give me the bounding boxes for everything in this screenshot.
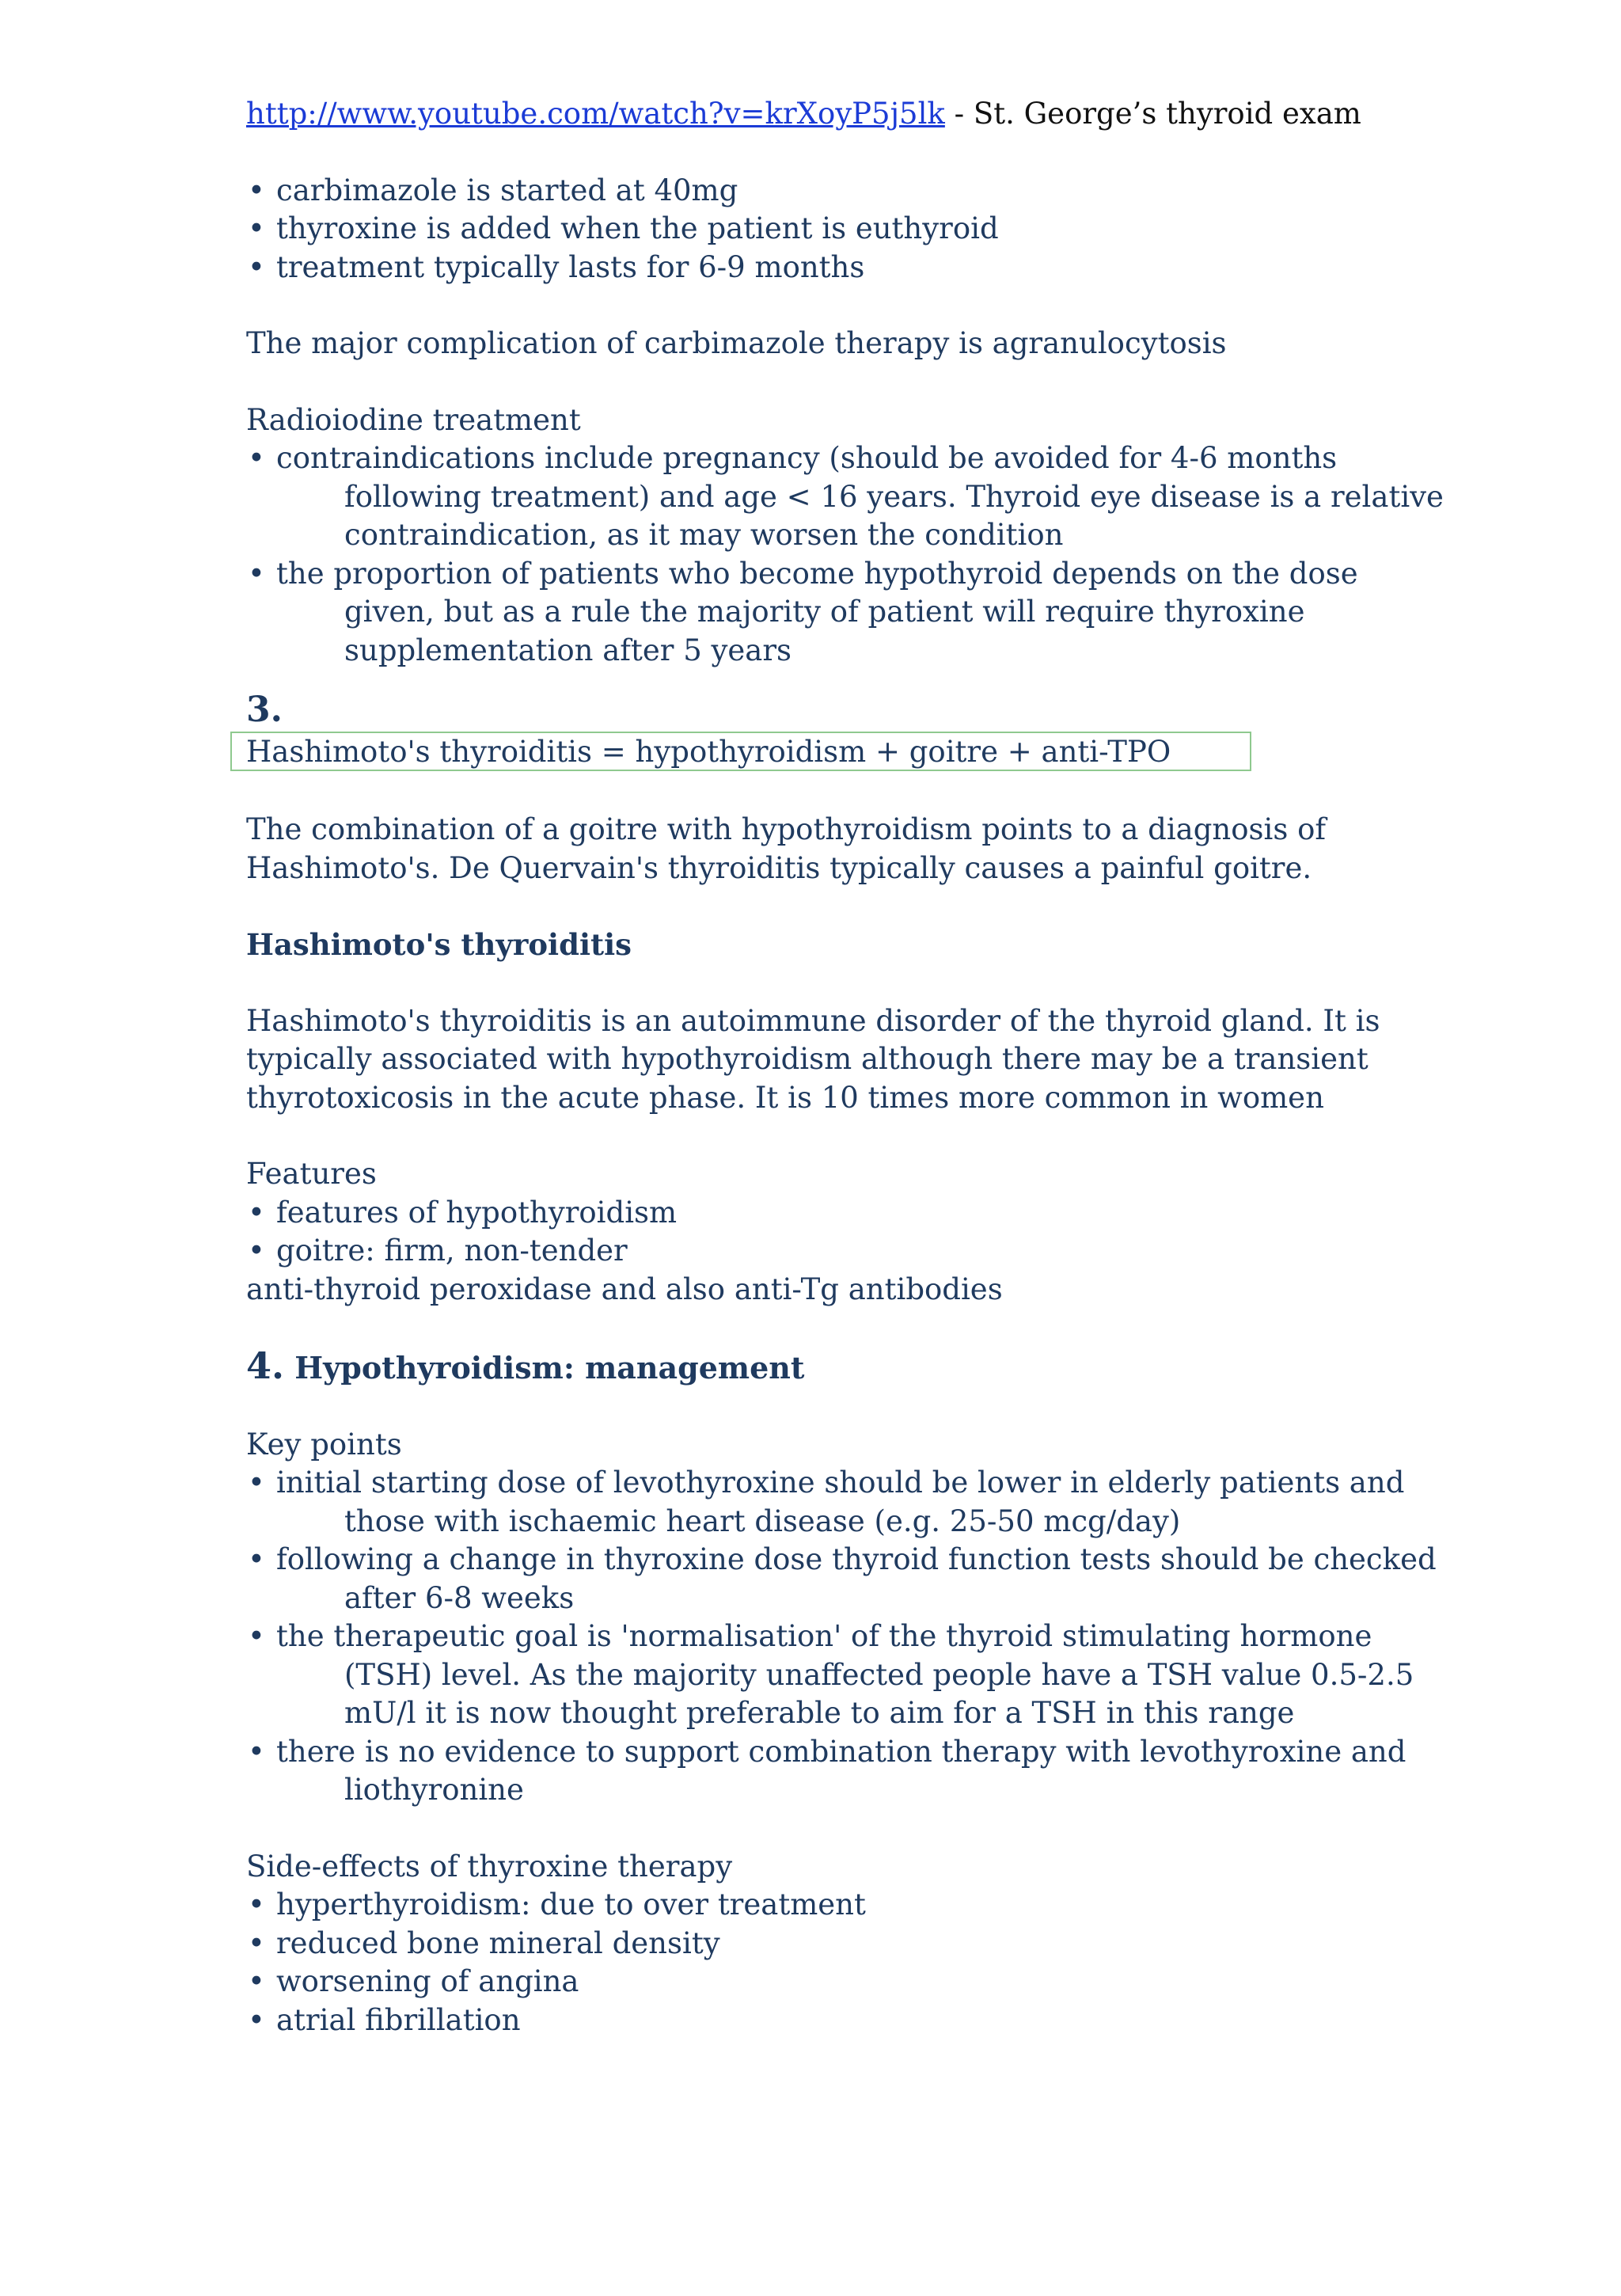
list-item-line: • following a change in thyroxine dose thyroid function tests should be checked bbox=[276, 1542, 1437, 1576]
list-item: • atrial fibrillation bbox=[246, 2001, 1370, 2040]
answer-box: Hashimoto's thyroiditis = hypothyroidism + goitre + anti-TPO bbox=[230, 732, 1251, 771]
list-item bbox=[246, 1733, 1407, 1810]
description-line: typically associated with hypothyroidism although there may be a transient bbox=[246, 1042, 1369, 1076]
list-item: • features of hypothyroidism bbox=[246, 1194, 1370, 1233]
list-item-line: those with ischaemic heart disease (e.g. 25-50 mcg/day) bbox=[344, 1503, 1181, 1538]
list-item: • treatment typically lasts for 6-9 months bbox=[246, 249, 1370, 287]
list-item: • worsening of angina bbox=[246, 1963, 1370, 2001]
list-item: • hyperthyroidism: due to over treatment bbox=[246, 1886, 1370, 1925]
list-item bbox=[246, 1541, 1437, 1617]
list-item-line: given, but as a rule the majority of patient will require thyroxine bbox=[344, 595, 1305, 629]
description-line: thyrotoxicosis in the acute phase. It is 10 times more common in women bbox=[246, 1080, 1324, 1115]
list-item-line: • the therapeutic goal is 'normalisation' of the thyroid stimulating hormone bbox=[276, 1619, 1372, 1653]
explanation-line: The combination of a goitre with hypothyroidism points to a diagnosis of bbox=[246, 812, 1327, 846]
carbimazole-list bbox=[246, 172, 1370, 287]
list-item bbox=[246, 555, 1370, 671]
section-4-heading bbox=[246, 1344, 1370, 1388]
document-page bbox=[246, 95, 1444, 2039]
list-item-line: • initial starting dose of levothyroxine should be lower in elderly patients and bbox=[276, 1465, 1405, 1500]
list-item bbox=[246, 1464, 1405, 1541]
question-number-4: 4. bbox=[246, 1344, 285, 1387]
side-effects-heading: Side-effects of thyroxine therapy bbox=[246, 1849, 733, 1884]
list-item: • thyroxine is added when the patient is euthyroid bbox=[246, 210, 1370, 249]
list-item bbox=[246, 1617, 1414, 1733]
list-item bbox=[246, 439, 1444, 555]
description-line: Hashimoto's thyroiditis is an autoimmune disorder of the thyroid gland. It is bbox=[246, 1003, 1380, 1038]
carbimazole-complication: The major complication of carbimazole therapy is agranulocytosis bbox=[246, 326, 1227, 360]
list-item-line: • there is no evidence to support combination therapy with levothyroxine and bbox=[276, 1734, 1407, 1769]
antibodies-line: anti-thyroid peroxidase and also anti-Tg antibodies bbox=[246, 1272, 1003, 1306]
list-item-line: (TSH) level. As the majority unaffected people have a TSH value 0.5-2.5 bbox=[344, 1657, 1414, 1692]
list-item: • goitre: firm, non-tender bbox=[246, 1232, 1370, 1271]
list-item-line: supplementation after 5 years bbox=[344, 633, 792, 667]
list-item-line: • contraindications include pregnancy (should be avoided for 4-6 months bbox=[276, 441, 1338, 475]
list-item-line: after 6-8 weeks bbox=[344, 1580, 575, 1615]
list-item: • reduced bone mineral density bbox=[246, 1925, 1370, 1963]
key-points-heading: Key points bbox=[246, 1427, 402, 1462]
youtube-link[interactable]: http://www.youtube.com/watch?v=krXoyP5j5lk bbox=[246, 97, 945, 131]
list-item: • carbimazole is started at 40mg bbox=[246, 172, 1370, 211]
radioiodine-list bbox=[246, 439, 1444, 670]
question-number-3: 3. bbox=[246, 690, 283, 730]
list-item-line: following treatment) and age < 16 years. Thyroid eye disease is a relative bbox=[344, 479, 1444, 514]
list-item-line: contraindication, as it may worsen the condition bbox=[344, 518, 1064, 552]
hashimoto-heading: Hashimoto's thyroiditis bbox=[246, 927, 632, 962]
video-reference-label: - St. George’s thyroid exam bbox=[944, 97, 1361, 131]
list-item-line: mU/l it is now thought preferable to aim for a TSH in this range bbox=[344, 1696, 1295, 1730]
features-list bbox=[246, 1194, 1370, 1271]
list-item-line: • the proportion of patients who become hypothyroid depends on the dose bbox=[276, 556, 1358, 591]
side-effects-list bbox=[246, 1886, 1370, 2039]
radioiodine-heading: Radioiodine treatment bbox=[246, 402, 581, 437]
explanation-line: Hashimoto's. De Quervain's thyroiditis typically causes a painful goitre. bbox=[246, 850, 1312, 885]
key-points-list bbox=[246, 1464, 1437, 1810]
section-4-title: Hypothyroidism: management bbox=[294, 1350, 805, 1386]
list-item-line: liothyronine bbox=[344, 1773, 524, 1807]
features-heading: Features bbox=[246, 1157, 377, 1191]
video-reference bbox=[246, 95, 1370, 134]
